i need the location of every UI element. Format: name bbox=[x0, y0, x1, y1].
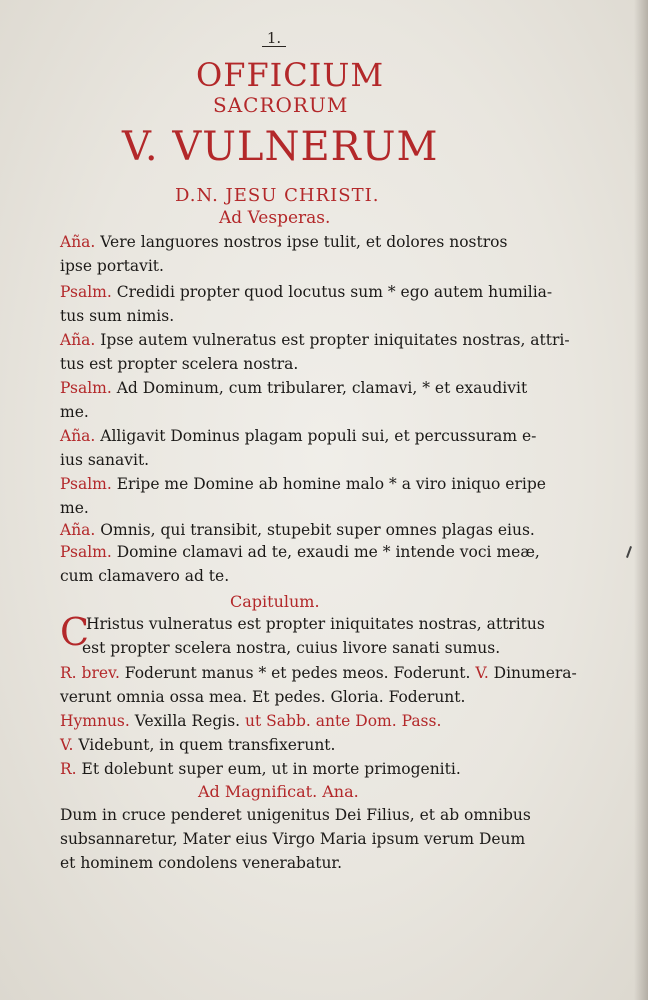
psalm-label: Psalm. bbox=[60, 475, 112, 493]
versicle-label: V. bbox=[60, 736, 74, 754]
heading-ad-magnificat: Ad Magnificat. Ana. bbox=[198, 782, 359, 801]
line-text: Credidi propter quod locutus sum * ego autem humilia- bbox=[111, 283, 553, 301]
title-officium: OFFICIUM bbox=[196, 56, 385, 94]
vespers-line bbox=[60, 283, 552, 301]
hymnus-line bbox=[60, 712, 441, 730]
line-text: Dinumera- bbox=[488, 664, 577, 682]
line-text: cum clamavero ad te. bbox=[60, 567, 230, 585]
line-text: Foderunt manus * et pedes meos. Foderunt. bbox=[119, 664, 471, 682]
capitulum-line: Hristus vulneratus est propter iniquitates nostras, attritus bbox=[86, 615, 545, 633]
hymnus-label: Hymnus. bbox=[60, 712, 130, 730]
psalm-label: Psalm. bbox=[60, 283, 112, 301]
versicle-label: V. bbox=[470, 664, 489, 682]
line-text: Vere languores nostros ipse tulit, et dolores nostros bbox=[95, 233, 508, 251]
line-text: Omnis, qui transibit, stupebit super omnes plagas eius. bbox=[95, 521, 535, 539]
psalm-label: Psalm. bbox=[60, 379, 112, 397]
versicle-text: Videbunt, in quem transfixerunt. bbox=[73, 736, 336, 754]
line-text: Eripe me Domine ab homine malo * a viro iniquo eripe bbox=[111, 475, 546, 493]
antiphon-label: Aña. bbox=[60, 331, 96, 349]
heading-capitulum: Capitulum. bbox=[230, 592, 320, 611]
vespers-line bbox=[60, 307, 174, 325]
line-text: tus est propter scelera nostra. bbox=[60, 355, 299, 373]
margin-ink-mark bbox=[626, 546, 632, 558]
line-text: Domine clamavi ad te, exaudi me * intende voci meæ, bbox=[111, 543, 540, 561]
hymnus-text: Vexilla Regis. bbox=[129, 712, 241, 730]
hymnus-note: ut Sabb. ante Dom. Pass. bbox=[240, 712, 442, 730]
responsory-line bbox=[60, 664, 577, 682]
line-text: verunt omnia ossa mea. Et pedes. Gloria. Foderunt. bbox=[60, 688, 466, 706]
vespers-line bbox=[60, 403, 89, 421]
line-text: Alligavit Dominus plagam populi sui, et percussuram e- bbox=[95, 427, 537, 445]
line-text: ipse portavit. bbox=[60, 257, 164, 275]
response-text: Et dolebunt super eum, ut in morte primogeniti. bbox=[76, 760, 461, 778]
line-text: tus sum nimis. bbox=[60, 307, 175, 325]
versicle-line bbox=[60, 736, 335, 754]
title-jesu-christi: D.N. JESU CHRISTI. bbox=[175, 185, 380, 206]
vespers-line bbox=[60, 499, 89, 517]
vespers-line bbox=[60, 257, 164, 275]
vespers-line bbox=[60, 543, 540, 561]
vespers-line bbox=[60, 379, 527, 397]
capitulum-line: est propter scelera nostra, cuius livore sanati sumus. bbox=[82, 639, 501, 657]
title-sacrorum: SACRORUM bbox=[213, 93, 349, 117]
vespers-line bbox=[60, 355, 298, 373]
vespers-line bbox=[60, 331, 570, 349]
magnificat-line: subsannaretur, Mater eius Virgo Maria ipsum verum Deum bbox=[60, 830, 526, 848]
page-number: 1. bbox=[262, 30, 286, 47]
capitulum-initial: C bbox=[60, 610, 90, 654]
magnificat-line: Dum in cruce penderet unigenitus Dei Filius, et ab omnibus bbox=[60, 806, 531, 824]
psalm-label: Psalm. bbox=[60, 543, 112, 561]
title-vulnerum: V. VULNERUM bbox=[122, 124, 439, 170]
line-text: Ad Dominum, cum tribularer, clamavi, * et exaudivit bbox=[111, 379, 528, 397]
page-edge-shadow bbox=[634, 0, 648, 1000]
heading-ad-vesperas: Ad Vesperas. bbox=[219, 208, 331, 228]
antiphon-label: Aña. bbox=[60, 427, 96, 445]
response-line bbox=[60, 760, 461, 778]
vespers-line bbox=[60, 451, 149, 469]
antiphon-label: Aña. bbox=[60, 233, 96, 251]
vespers-line bbox=[60, 521, 535, 539]
line-text: Ipse autem vulneratus est propter iniquitates nostras, attri- bbox=[95, 331, 570, 349]
magnificat-line: et hominem condolens venerabatur. bbox=[60, 854, 343, 872]
vespers-line bbox=[60, 475, 546, 493]
line-text: me. bbox=[60, 403, 89, 421]
antiphon-label: Aña. bbox=[60, 521, 96, 539]
vespers-line bbox=[60, 427, 536, 445]
responsory-label: R. brev. bbox=[60, 664, 120, 682]
responsory-line bbox=[60, 688, 465, 706]
vespers-line bbox=[60, 567, 229, 585]
vespers-line bbox=[60, 233, 507, 251]
response-label: R. bbox=[60, 760, 77, 778]
line-text: ius sanavit. bbox=[60, 451, 150, 469]
line-text: me. bbox=[60, 499, 89, 517]
